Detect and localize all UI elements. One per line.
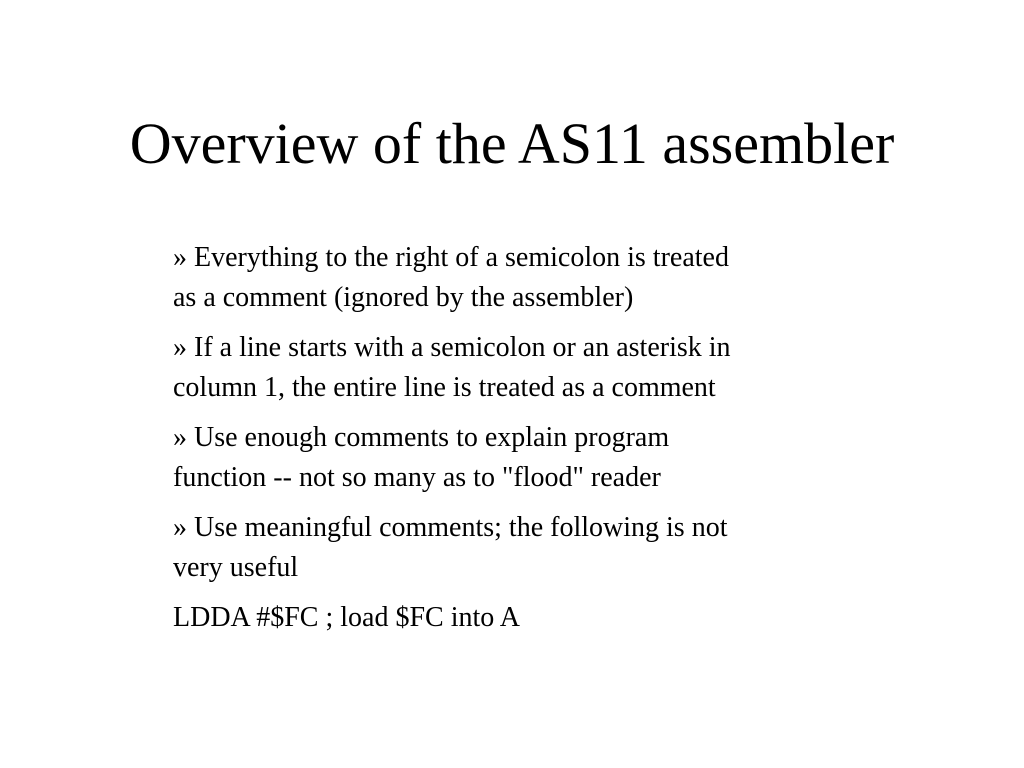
- code-example-line: [173, 598, 873, 638]
- paragraph-line: very useful: [173, 552, 299, 583]
- bullet-paragraph: [173, 328, 873, 408]
- slide-body: [173, 238, 873, 648]
- paragraph-line: as a comment (ignored by the assembler): [173, 282, 634, 313]
- paragraph-line: » If a line starts with a semicolon or an asterisk in: [173, 332, 731, 363]
- paragraph-line: column 1, the entire line is treated as a comment: [173, 372, 716, 403]
- bullet-paragraph: [173, 418, 873, 498]
- slide-title: Overview of the AS11 assembler: [129, 111, 895, 176]
- bullet-paragraph: [173, 238, 873, 318]
- bullet-paragraph: [173, 508, 873, 588]
- paragraph-line: function -- not so many as to "flood" reader: [173, 462, 661, 493]
- paragraph-line: » Use enough comments to explain program: [173, 422, 670, 453]
- paragraph-line: » Use meaningful comments; the following is not: [173, 512, 728, 543]
- paragraph-line: LDDA #$FC ; load $FC into A: [173, 602, 520, 633]
- paragraph-line: » Everything to the right of a semicolon is treated: [173, 242, 729, 273]
